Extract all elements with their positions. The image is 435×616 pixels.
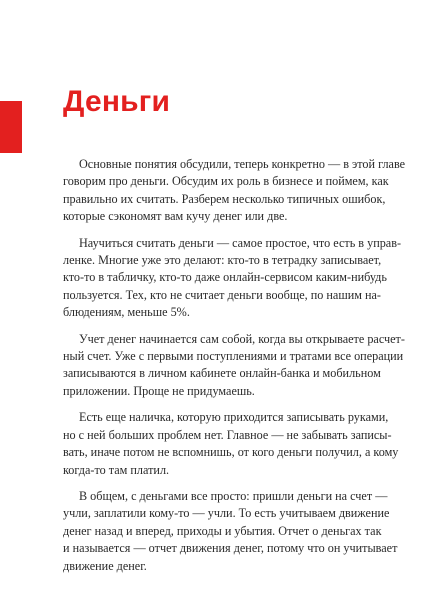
text-line: денег назад и вперед, приходы и убытия. Отчет о деньгах так <box>63 523 382 538</box>
text-line: говорим про деньги. Обсудим их роль в бизнесе и поймем, как <box>63 174 389 189</box>
text-line: когда-то там платил. <box>63 462 170 477</box>
text-line: которые сэкономят вам кучу денег или две. <box>63 209 288 224</box>
text-line: вать, иначе потом не вспомнишь, от кого деньги получил, а кому <box>63 445 399 460</box>
text-line: Основные понятия обсудили, теперь конкретно — в этой главе <box>79 157 406 171</box>
text-line: блюдениям, меньше 5%. <box>63 305 190 320</box>
text-line: и называется — отчет движения денег, потому что он учитывает <box>63 541 398 556</box>
text-line: движение денег. <box>63 558 147 573</box>
text-line: В общем, с деньгами все просто: пришли деньги на счет — <box>79 488 388 503</box>
paragraph <box>63 235 403 322</box>
text-line: записываются в личном кабинете онлайн-банка и мобильном <box>63 366 381 381</box>
text-line: пользуется. Тех, кто не считает деньги вообще, по нашим на- <box>63 287 381 302</box>
text-line: приложении. Проще не придумаешь. <box>63 383 255 398</box>
text-line: ленке. Многие уже это делают: кто-то в тетрадку записывает, <box>63 253 382 268</box>
text-line: ный счет. Уже с первыми поступлениями и тратами все операции <box>63 349 404 364</box>
text-line: Учет денег начинается сам собой, когда вы открываете расчет- <box>79 331 405 346</box>
chapter-body <box>63 156 406 584</box>
chapter-title: Деньги <box>63 85 171 118</box>
paragraph <box>63 488 403 575</box>
text-line: но с ней больших проблем нет. Главное — не забывать записы- <box>63 427 392 442</box>
paragraph <box>63 331 403 401</box>
text-line: правильно их считать. Разберем несколько типичных ошибок, <box>63 191 386 206</box>
chapter-accent-bar <box>0 101 22 153</box>
text-line: кто-то в табличку, кто-то даже онлайн-сервисом каким-нибудь <box>63 270 387 285</box>
text-line: учли, заплатили кому-то — учли. То есть учитываем движение <box>63 506 390 521</box>
text-line: Есть еще наличка, которую приходится записывать руками, <box>79 410 389 425</box>
text-line: Научиться считать деньги — самое простое, что есть в управ- <box>79 235 402 250</box>
paragraph <box>63 409 403 479</box>
paragraph <box>63 156 406 226</box>
